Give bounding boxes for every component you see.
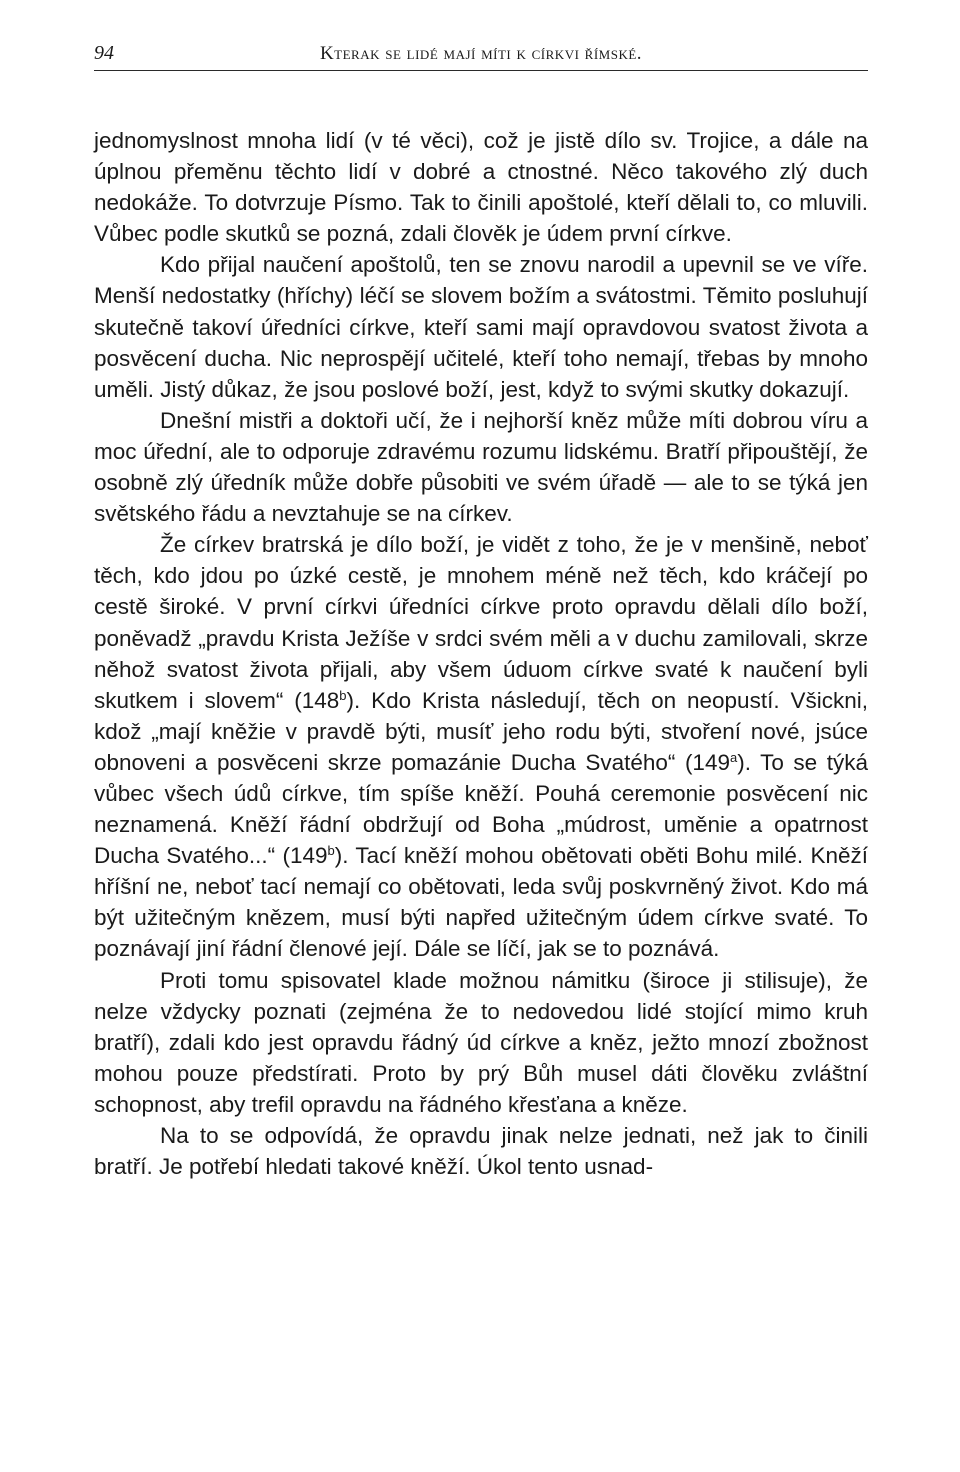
paragraph: Kdo přijal naučení apoštolů, ten se znovu narodil a upevnil se ve víře. Menší nedostatky (hříchy) léčí se slovem božím a svátostmi. Těmito posluhují skutečně takoví úředníci církve, kteří sami mají opravdovou svatost života a posvěcení ducha. Nic neprospějí učitelé, kteří toho nemají, třebas by mnoho uměli. Jistý důkaz, že jsou poslové boží, jest, když to svými skutky dokazují. bbox=[94, 252, 868, 402]
paragraph-text: ). To se týká vůbec všech údů církve, tím spíše kněží. Pouhá ceremonie posvěcení nic neznamená. Kněží řádní obdržují od Boha „múdrost, uměnie a opatrnost Ducha Svatého...“ (149 bbox=[94, 749, 869, 869]
citation-superscript: b bbox=[339, 687, 347, 703]
paragraph-text: ). Tací kněží mohou obětovati oběti Bohu milé. Kněží hříšní ne, neboť tací nemají co obětovati, leda svůj poskvrněný život. Kdo má být užitečným knězem, musí býti napřed užitečným údem církve svaté. To poznávají jiní řádní členové její. Dále se líčí, jak se to poznává. bbox=[94, 843, 868, 962]
running-title: Kterak se lidé mají míti k církvi římské. bbox=[319, 43, 643, 64]
paragraph: Na to se odpovídá, že opravdu jinak nelze jednati, než jak to činili bratří. Je potřebí hledati takové kněží. Úkol tento usnad- bbox=[94, 1123, 868, 1180]
paragraph: Proti tomu spisovatel klade možnou námitku (široce ji stilisuje), že nelze vždycky poznati (zejména že to nedovedou lidé stojící mimo kruh bratří), zdali kdo jest opravdu řádný úd církve a kněz, ježto mnozí zbožnost mohou pouze předstírati. Proto by prý Bůh musel dáti člověku zvláštní schopnost, aby trefil opravdu na řádného křesťana a kněze. bbox=[94, 967, 868, 1117]
paragraph: Dnešní mistři a doktoři učí, že i nejhorší kněz může míti dobrou víru a moc úřední, ale to odporuje zdravému rozumu lidskému. Bratří připouštějí, že osobně zlý úředník může dobře působiti ve svém úřadě — ale to se týká jen světského řádu a nevztahuje se na církev. bbox=[94, 407, 868, 527]
paragraph-text: ). Kdo Krista následují, těch on neopustí. Všickni, kdož „mají kněžie v pravdě býti, musíť jeho rodu býti, stvoření nové, jsúce obnoveni a posvěceni skrze pomazánie Ducha Svatého“ (149 bbox=[94, 687, 868, 775]
paragraph bbox=[94, 529, 868, 964]
page-header bbox=[94, 28, 868, 71]
citation-superscript: b bbox=[327, 843, 335, 859]
paragraph: jednomyslnost mnoha lidí (v té věci), což je jistě dílo sv. Trojice, a dále na úplnou přeměnu těchto lidí v dobré a ctnostné. Něco takového zlý duch nedokáže. To dotvrzuje Písmo. Tak to činili apoštolé, kteří dělali to, co mluvili. Vůbec podle skutků se pozná, zdali člověk je údem první církve. bbox=[94, 128, 868, 247]
body-text bbox=[94, 125, 868, 1182]
book-page bbox=[94, 28, 868, 1182]
page-number: 94 bbox=[94, 42, 114, 64]
citation-superscript: a bbox=[729, 749, 738, 765]
paragraph-text: Že církev bratrská je dílo boží, je vidět z toho, že je v menšině, neboť těch, kdo jdou po úzké cestě, je mnohem méně než těch, kdo kráčejí po cestě široké. V první církvi úředníci církve proto opravdu dělali dílo boží, poněvadž „pravdu Krista Ježíše v srdci svém měli a v duchu zamilovali, skrze něhož svatost života přijali, aby všem úduom církve svaté k naučení byli skutkem i slovem“ (148 bbox=[94, 532, 868, 713]
